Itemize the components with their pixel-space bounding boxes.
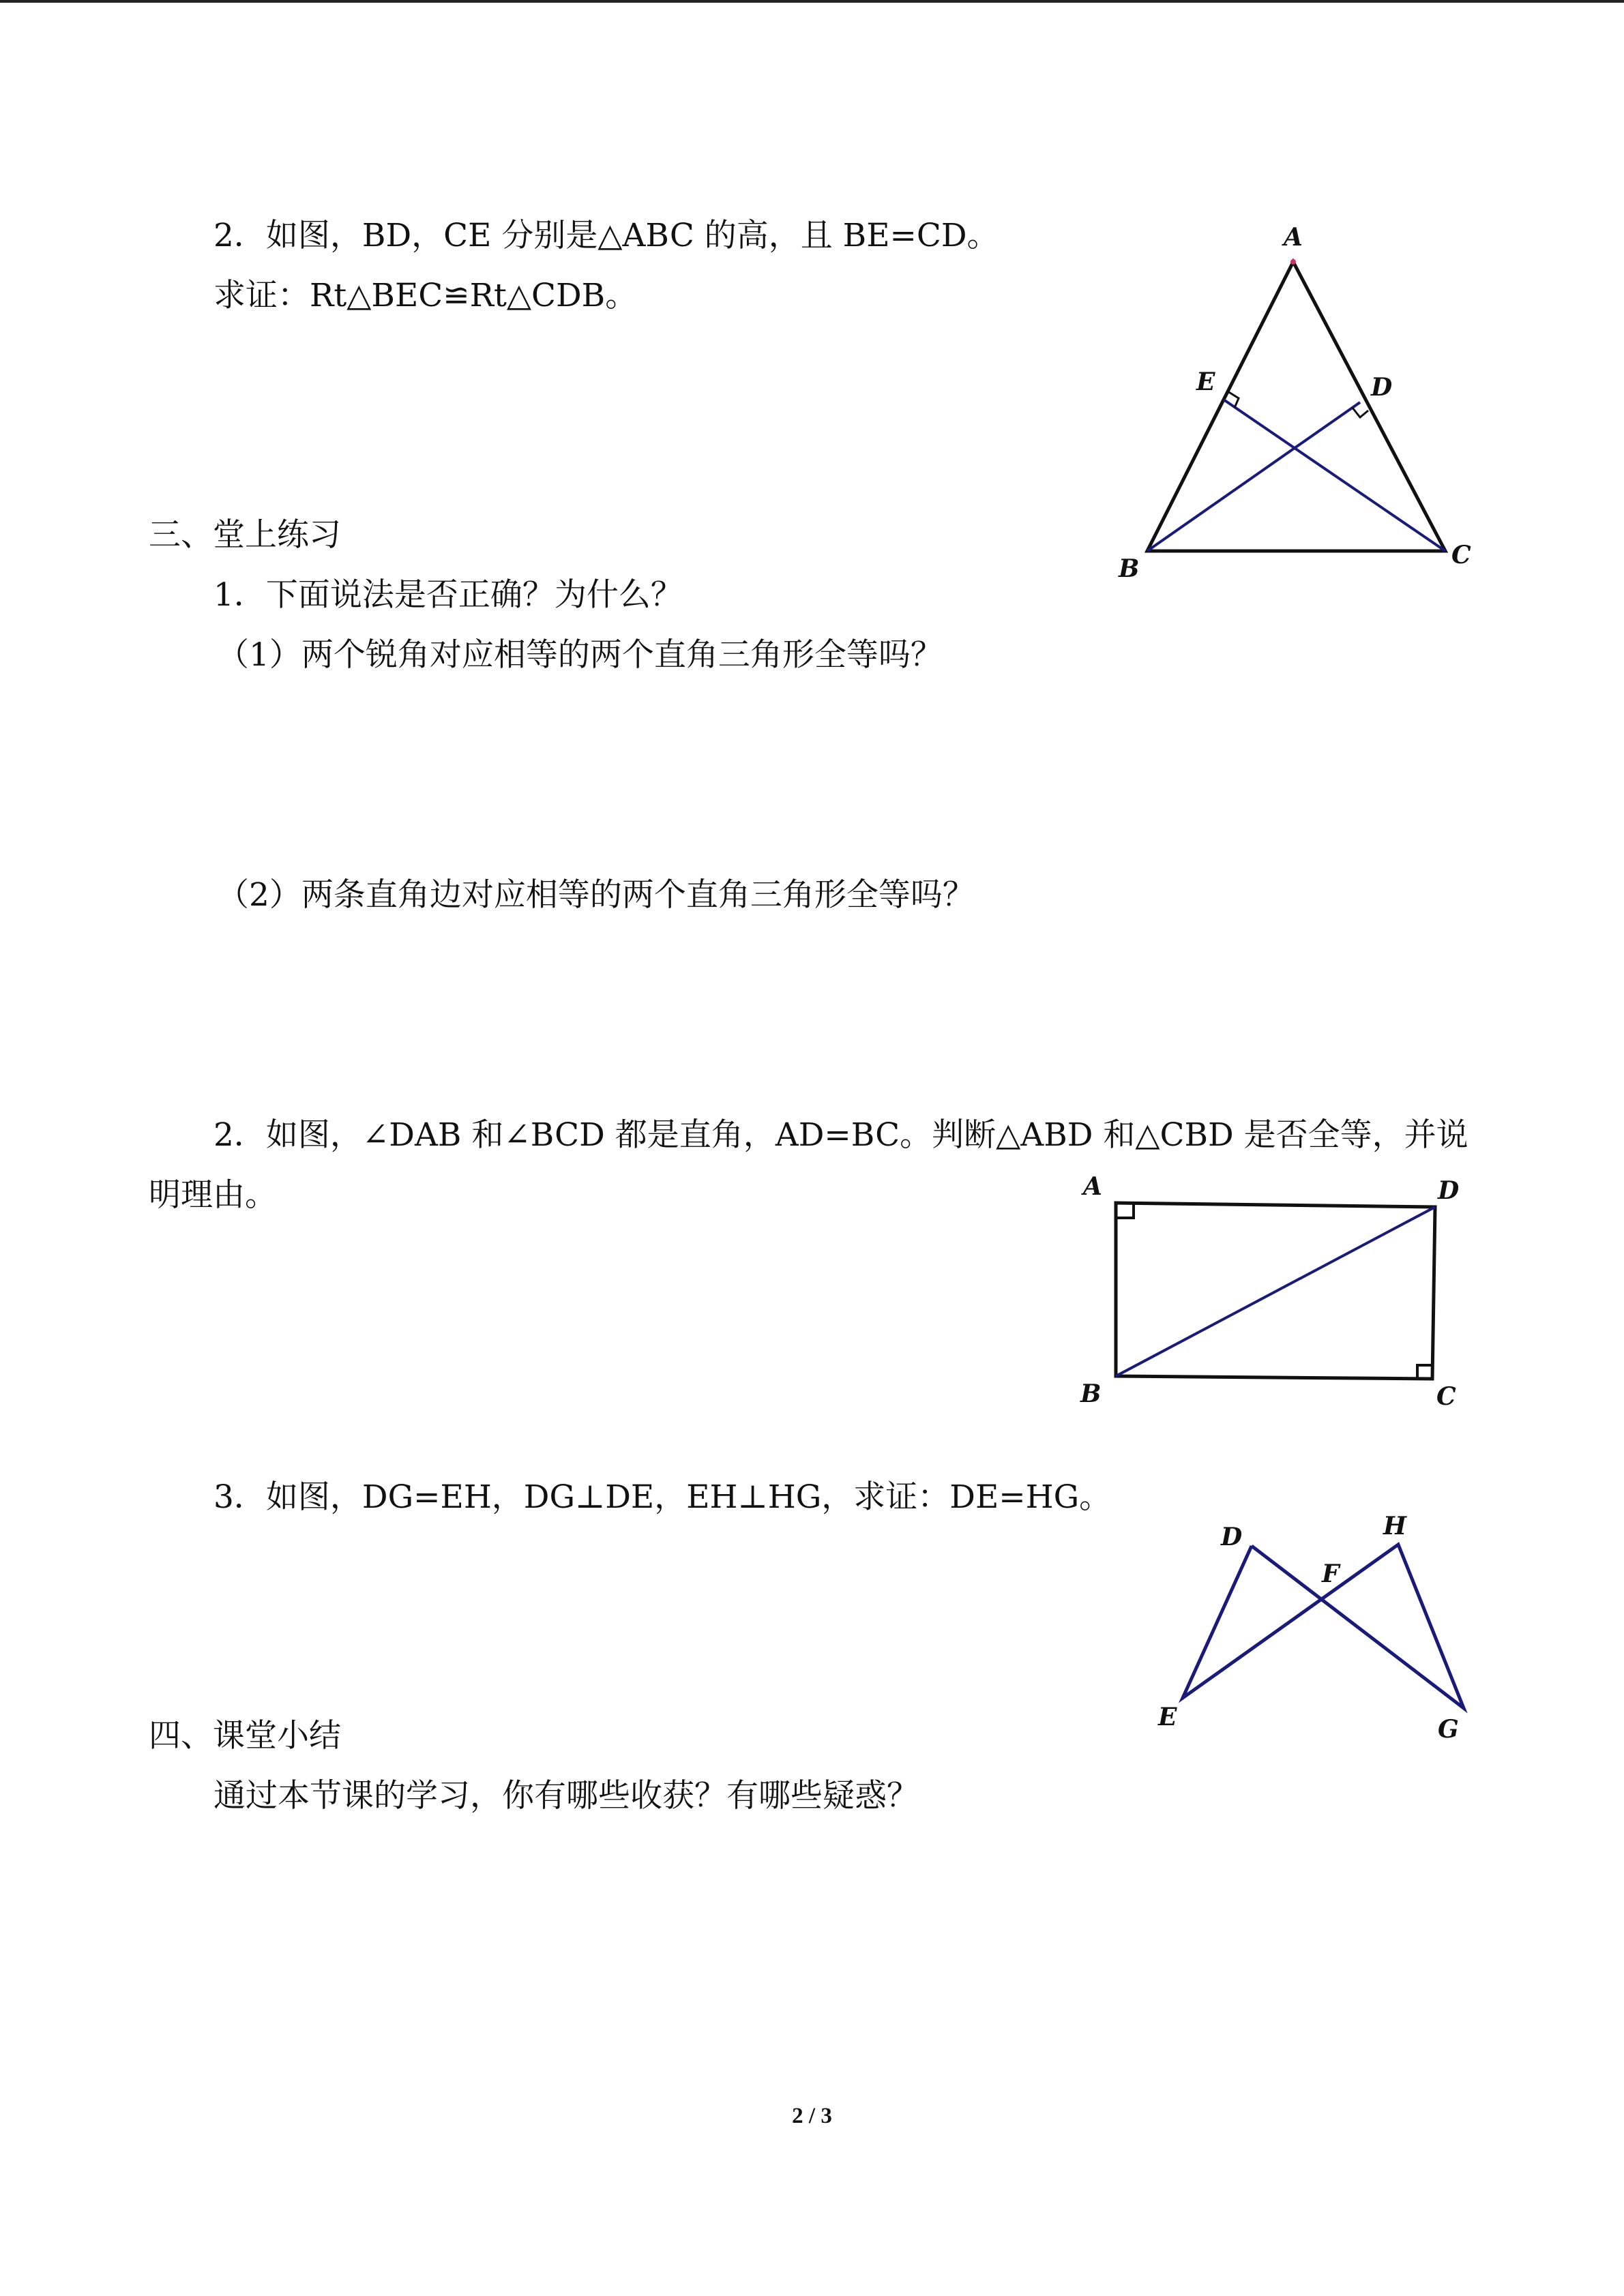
label-b: B [1119,554,1140,583]
section-3-heading: 三、堂上练习 [149,516,341,554]
problem-2-statement: 2．如图，BD，CE 分别是△ABC 的高，且 BE=CD。 [213,217,999,254]
figure-rectangle-abcd [1071,1159,1494,1418]
label-c: C [1436,1382,1456,1411]
label-a: A [1083,1172,1102,1201]
label-a: A [1284,223,1303,252]
exercise-2-statement-cont: 明理由。 [149,1176,277,1214]
summary-prompt: 通过本节课的学习，你有哪些收获？有哪些疑惑？ [213,1777,919,1815]
label-d: D [1221,1523,1243,1551]
exercise-1-part-2: （2）两条直角边对应相等的两个直角三角形全等吗？ [217,876,975,914]
section-4-heading: 四、课堂小结 [149,1717,341,1755]
label-g: G [1438,1715,1459,1744]
right-angle-mark-d [1353,408,1368,417]
label-d: D [1438,1176,1460,1205]
page-top-border [0,0,1624,3]
label-b: B [1080,1380,1102,1408]
label-c: C [1451,541,1471,569]
diagonal-bd [1116,1207,1435,1376]
figure-bowtie-dehg [1146,1507,1501,1753]
label-f: F [1322,1560,1340,1588]
label-d: D [1371,373,1393,402]
label-h: H [1383,1512,1407,1540]
problem-2-prove: 求证：Rt△BEC≌Rt△CDB。 [213,277,638,314]
triangle-abc-outline [1147,262,1445,551]
altitude-bd [1147,402,1360,551]
right-angle-mark-a [1116,1203,1134,1218]
exercise-3-statement: 3．如图，DG=EH，DG⊥DE，EH⊥HG，求证：DE=HG。 [213,1478,1112,1516]
right-angle-mark-c [1417,1365,1432,1379]
label-e: E [1158,1703,1177,1731]
exercise-2-statement: 2．如图，∠DAB 和∠BCD 都是直角，AD=BC。判断△ABD 和△CBD 是否全等，并说 [213,1116,1468,1154]
exercise-1-question: 1．下面说法是否正确？为什么？ [213,576,683,614]
exercise-1-part-1: （1）两个锐角对应相等的两个直角三角形全等吗？ [217,636,943,674]
label-e: E [1196,368,1215,396]
page-indicator: 2 / 3 [792,2104,832,2128]
vertex-a-dot [1290,259,1296,265]
figure-triangle-abc [1091,211,1501,593]
